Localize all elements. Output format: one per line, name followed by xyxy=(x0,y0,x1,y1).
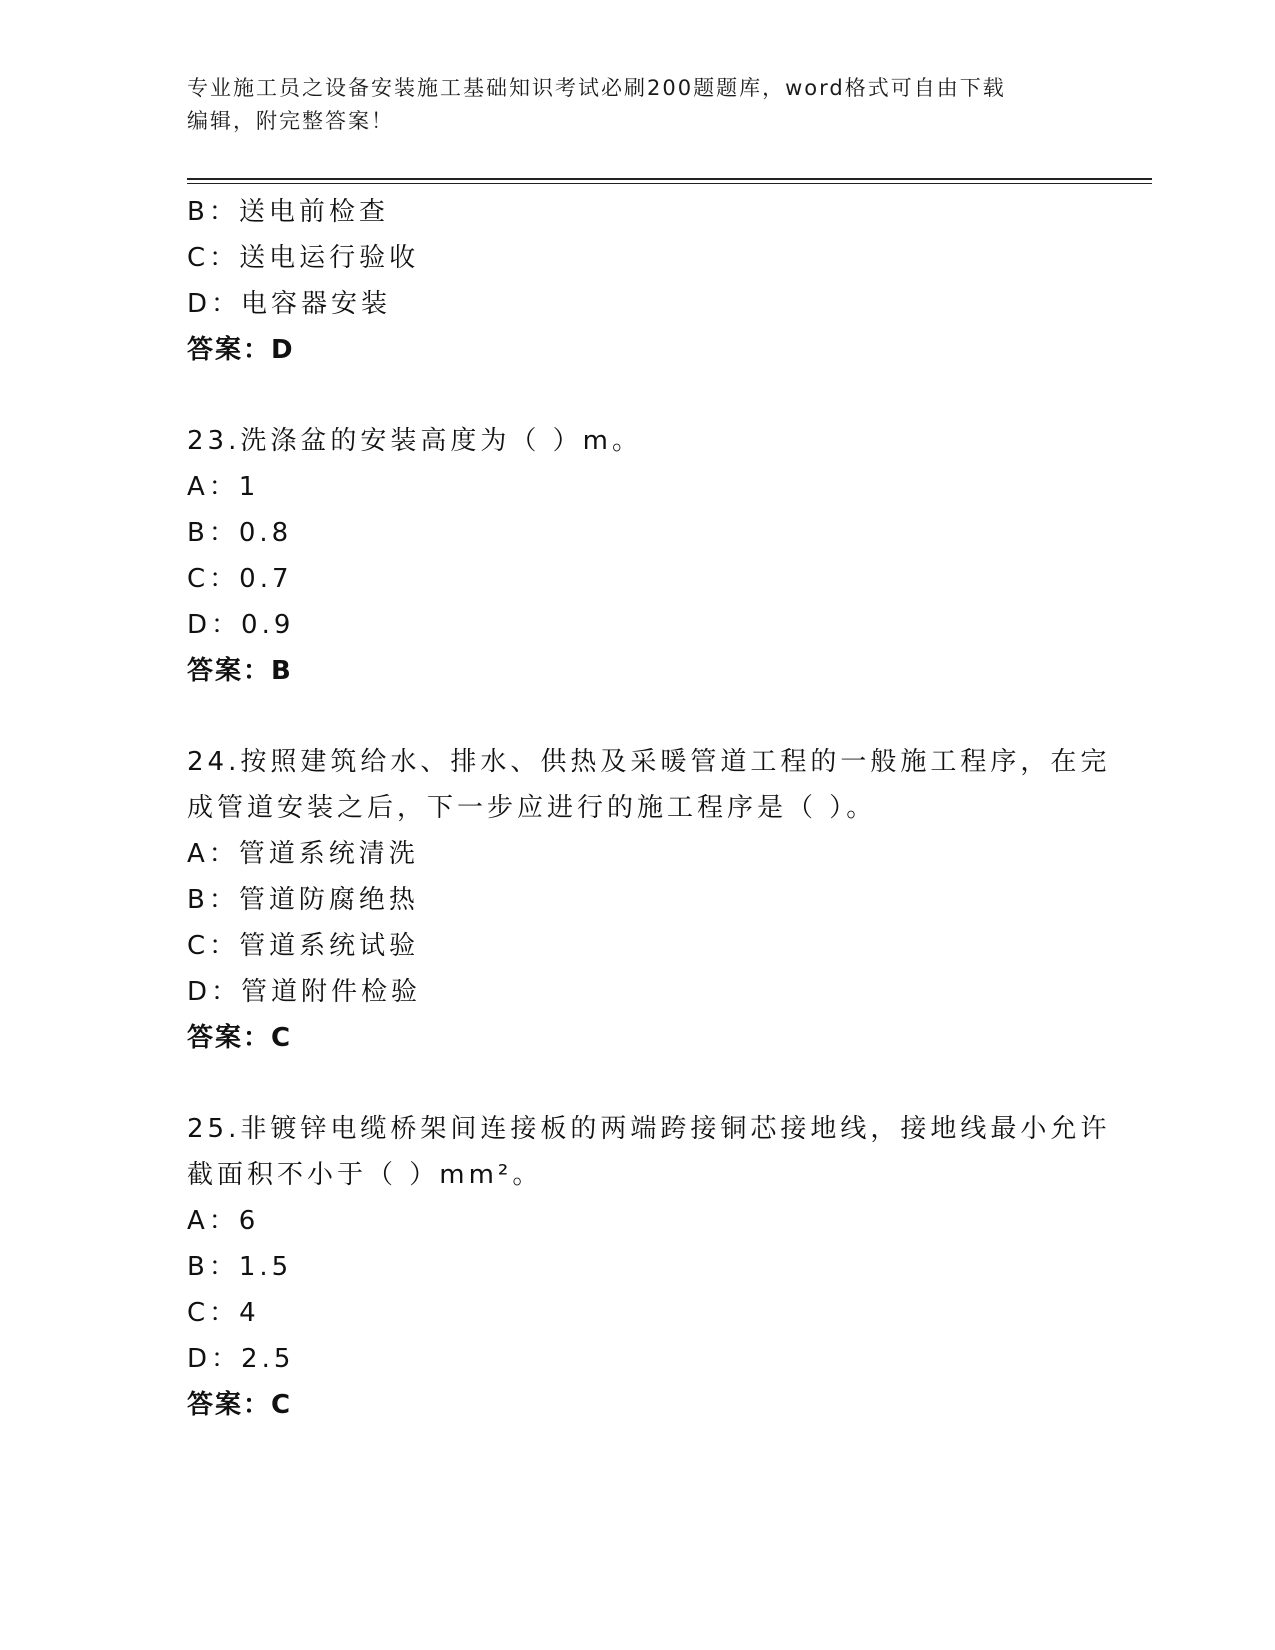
answer: 答案：C xyxy=(187,1390,293,1420)
option-c: C：4 xyxy=(187,1298,260,1328)
header-line-2: 编辑，附完整答案！ xyxy=(187,109,394,133)
option-b: B：送电前检查 xyxy=(187,197,389,227)
option-b: B：管道防腐绝热 xyxy=(187,885,419,915)
question-25 xyxy=(187,1106,1111,1428)
option-d: D：2.5 xyxy=(187,1344,295,1374)
option-d: D：0.9 xyxy=(187,610,295,640)
option-b: B：0.8 xyxy=(187,518,293,548)
option-d: D：电容器安装 xyxy=(187,289,392,319)
option-b: B：1.5 xyxy=(187,1252,293,1282)
spacer xyxy=(187,1061,1087,1106)
document-header xyxy=(187,72,1087,138)
answer: 答案：D xyxy=(187,335,295,365)
question-23 xyxy=(187,418,1087,694)
spacer xyxy=(187,373,1087,418)
question-text-line-2: 截面积不小于（ ）mm²。 xyxy=(187,1160,543,1190)
question-text-line-1: 24.按照建筑给水、排水、供热及采暖管道工程的一般施工程序，在完 xyxy=(187,747,1111,777)
header-line-1: 专业施工员之设备安装施工基础知识考试必刷200题题库，word格式可自由下载 xyxy=(187,76,1006,100)
option-c: C：送电运行验收 xyxy=(187,243,420,273)
question-22-continued xyxy=(187,189,1087,373)
option-d: D：管道附件检验 xyxy=(187,977,422,1007)
option-c: C：0.7 xyxy=(187,564,293,594)
option-a: A：1 xyxy=(187,472,260,502)
question-list xyxy=(187,189,1111,1428)
option-c: C：管道系统试验 xyxy=(187,931,420,961)
option-a: A：管道系统清洗 xyxy=(187,839,419,869)
header-rule-thick xyxy=(187,178,1152,180)
option-a: A：6 xyxy=(187,1206,260,1236)
question-text-line-1: 25.非镀锌电缆桥架间连接板的两端跨接铜芯接地线，接地线最小允许 xyxy=(187,1114,1111,1144)
question-24 xyxy=(187,739,1111,1061)
header-rule-thin xyxy=(187,183,1152,184)
answer: 答案：B xyxy=(187,656,293,686)
answer: 答案：C xyxy=(187,1023,293,1053)
question-text-line-2: 成管道安装之后，下一步应进行的施工程序是（ ）。 xyxy=(187,793,877,823)
spacer xyxy=(187,694,1087,739)
question-text: 23.洗涤盆的安装高度为（ ）m。 xyxy=(187,426,642,456)
